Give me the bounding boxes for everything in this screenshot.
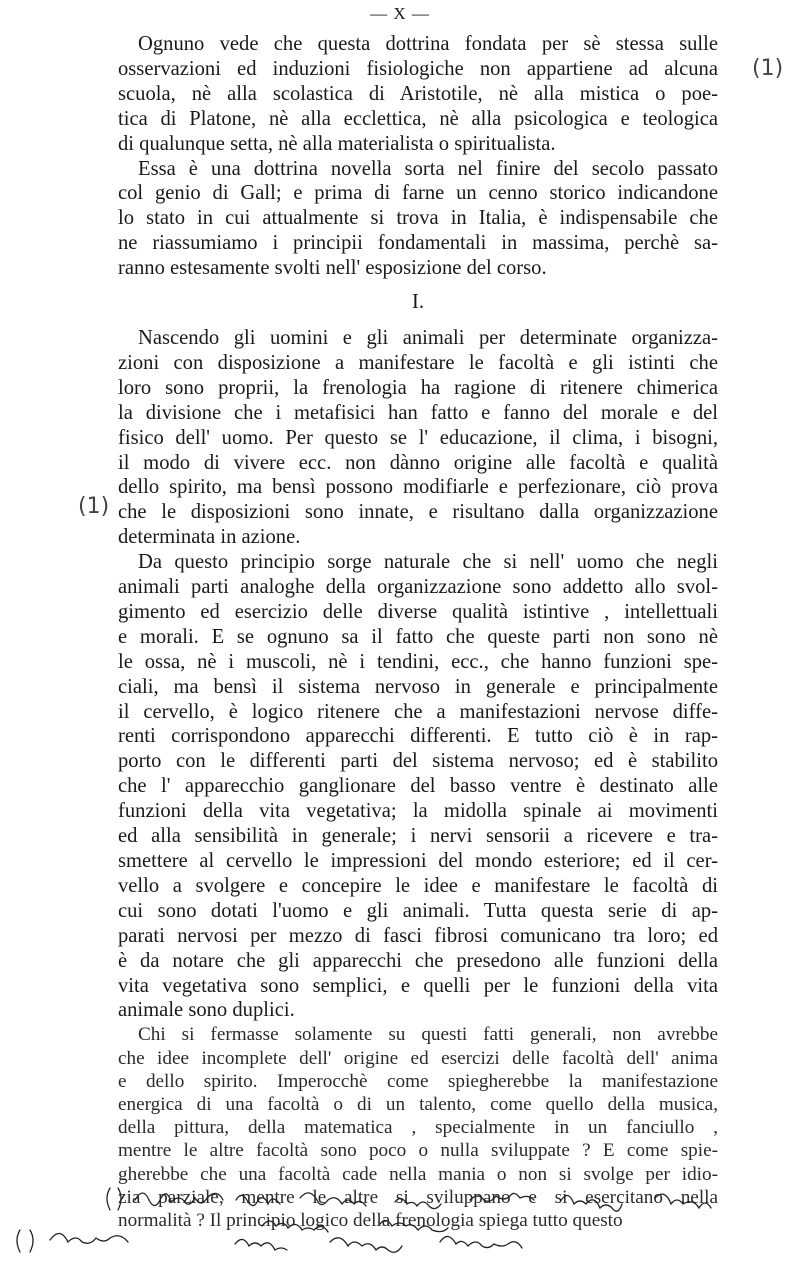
text-line: vita vegetativa sono semplici, e quelli per le funzioni della vita — [118, 974, 718, 997]
text-line: renti corrispondono apparecchi differenti. E tutto ciò è in rap- — [118, 725, 718, 748]
text-line: e morali. E se ognuno sa il fatto che queste parti non sono nè — [118, 625, 718, 648]
text-line: smettere al cervello le impressioni del mondo esteriore; ed il cer- — [118, 850, 718, 872]
margin-note-mark-right: (1) — [752, 56, 784, 81]
text-line: loro sono proprii, la frenologia ha ragione di ritenere chimerica — [118, 376, 718, 399]
text-line: parati nervosi per mezzo di fasci fibrosi comunicano tra loro; ed — [118, 924, 718, 947]
margin-note-mark-left: (1) — [78, 494, 110, 519]
text-line: energica di una facoltà o di un talento, come quello della musica, — [118, 1093, 718, 1115]
section-number: I. — [411, 289, 425, 314]
text-line: che l' apparecchio ganglionare del basso ventre è destinato alle — [118, 775, 718, 798]
text-line: Ognuno vede che questa dottrina fondata per sè stessa sulle — [138, 33, 718, 55]
text-line: vello a svolgere e concepire le idee e manifestare le facoltà di — [118, 874, 718, 897]
text-line: animali parti analoghe della organizzazione sono addetto allo svol- — [118, 576, 718, 599]
text-line: zia parziale, mentre le altre si sviluppano e si esercitano nella — [118, 1186, 718, 1208]
text-line: Nascendo gli uomini e gli animali per determinate organizza- — [138, 326, 718, 349]
text-line: dello spirito, ma bensì possono modifiarle e perfezionare, ciò prova — [118, 476, 718, 499]
text-line: scuola, nè alla scolastica di Aristotile, nè alla mistica o poe- — [118, 82, 718, 105]
handwritten-footnote — [0, 1180, 800, 1257]
body-text — [118, 32, 718, 1232]
text-line: ed alla sensibilità in generale; i nervi sensorii a ricevere e tra- — [118, 825, 718, 848]
intro-paragraph-2 — [118, 157, 718, 282]
intro-paragraph-1 — [118, 32, 718, 157]
text-line: determinata in azione. — [118, 526, 301, 549]
text-line: di qualunque setta, nè alla materialista o spiritualista. — [118, 132, 556, 155]
text-line: osservazioni ed induzioni fisiologiche non appartiene ad alcuna — [118, 57, 718, 80]
text-line: mentre le altre facoltà sono poco o nulla sviluppate ? E come spie- — [118, 1140, 718, 1162]
text-line: della pittura, della matematica , specialmente in un fanciullo , — [118, 1117, 718, 1139]
text-line: lo stato in cui attualmente si trova in Italia, è indispensabile che — [118, 207, 718, 230]
running-head: — X — — [370, 4, 430, 23]
text-line: tica di Platone, nè alla ecclettica, nè alla psicologica e teologica — [118, 107, 718, 130]
section-paragraph-1 — [118, 326, 718, 550]
section-paragraph-2 — [118, 550, 718, 1023]
text-line: ranno estesamente svolti nell' esposizione del corso. — [118, 257, 547, 280]
text-line: porto con le differenti parti del sistema nervoso; ed è stabilito — [118, 750, 718, 773]
text-line: gherebbe che una facoltà cade nella mania o non si svolge per idio- — [118, 1163, 718, 1185]
handwritten-footnote-scribble — [0, 1180, 800, 1257]
text-line: Chi si fermasse solamente su questi fatti generali, non avrebbe — [138, 1024, 718, 1046]
text-line: che idee incomplete dell' origine ed esercizi delle facoltà dell' anima — [118, 1047, 718, 1069]
text-line: Essa è una dottrina novella sorta nel finire del secolo passato — [138, 157, 718, 180]
text-line: normalità ? Il principio logico della frenologia spiega tutto questo — [118, 1209, 623, 1231]
text-line: col genio di Gall; e prima di farne un cenno storico indicandone — [118, 182, 718, 205]
text-line: il cervello, è logico ritenere che a manifestazioni nervose diffe- — [118, 700, 718, 723]
text-line: animale sono duplici. — [118, 999, 295, 1022]
text-line: ciali, ma bensì il sistema nervoso in generale e principalmente — [118, 675, 718, 698]
text-line: ne riassumiamo i principii fondamentali in massima, perchè sa- — [118, 232, 718, 255]
text-line: il modo di vivere ecc. non dànno origine alle facoltà e qualità — [118, 451, 718, 474]
text-line: zioni con disposizione a manifestare le facoltà e gli istinti che — [118, 351, 718, 374]
text-line: che le disposizioni sono innate, e risultano dalla organizzazione — [118, 501, 718, 524]
text-line: cui sono dotati l'uomo e gli animali. Tutta questa serie di ap- — [118, 899, 718, 922]
text-line: le ossa, nè i muscoli, nè i tendini, ecc., che hanno funzioni spe- — [118, 650, 718, 673]
text-line: Da questo principio sorge naturale che si nell' uomo che negli — [138, 551, 718, 574]
text-line: funzioni della vita vegetativa; la midolla spinale ai movimenti — [118, 800, 718, 823]
text-line: fisico dell' uomo. Per questo se l' educazione, il clima, i bisogni, — [118, 426, 718, 449]
text-line: e dello spirito. Imperocchè come spiegherebbe la manifestazione — [118, 1070, 718, 1092]
text-line: la divisione che i metafisici han fatto e fanno del morale e del — [118, 401, 718, 424]
text-line: gimento ed esercizio delle diverse qualità istintive , intellettuali — [118, 600, 718, 623]
text-line: è da notare che gli apparecchi che presedono alle funzioni della — [118, 949, 718, 972]
